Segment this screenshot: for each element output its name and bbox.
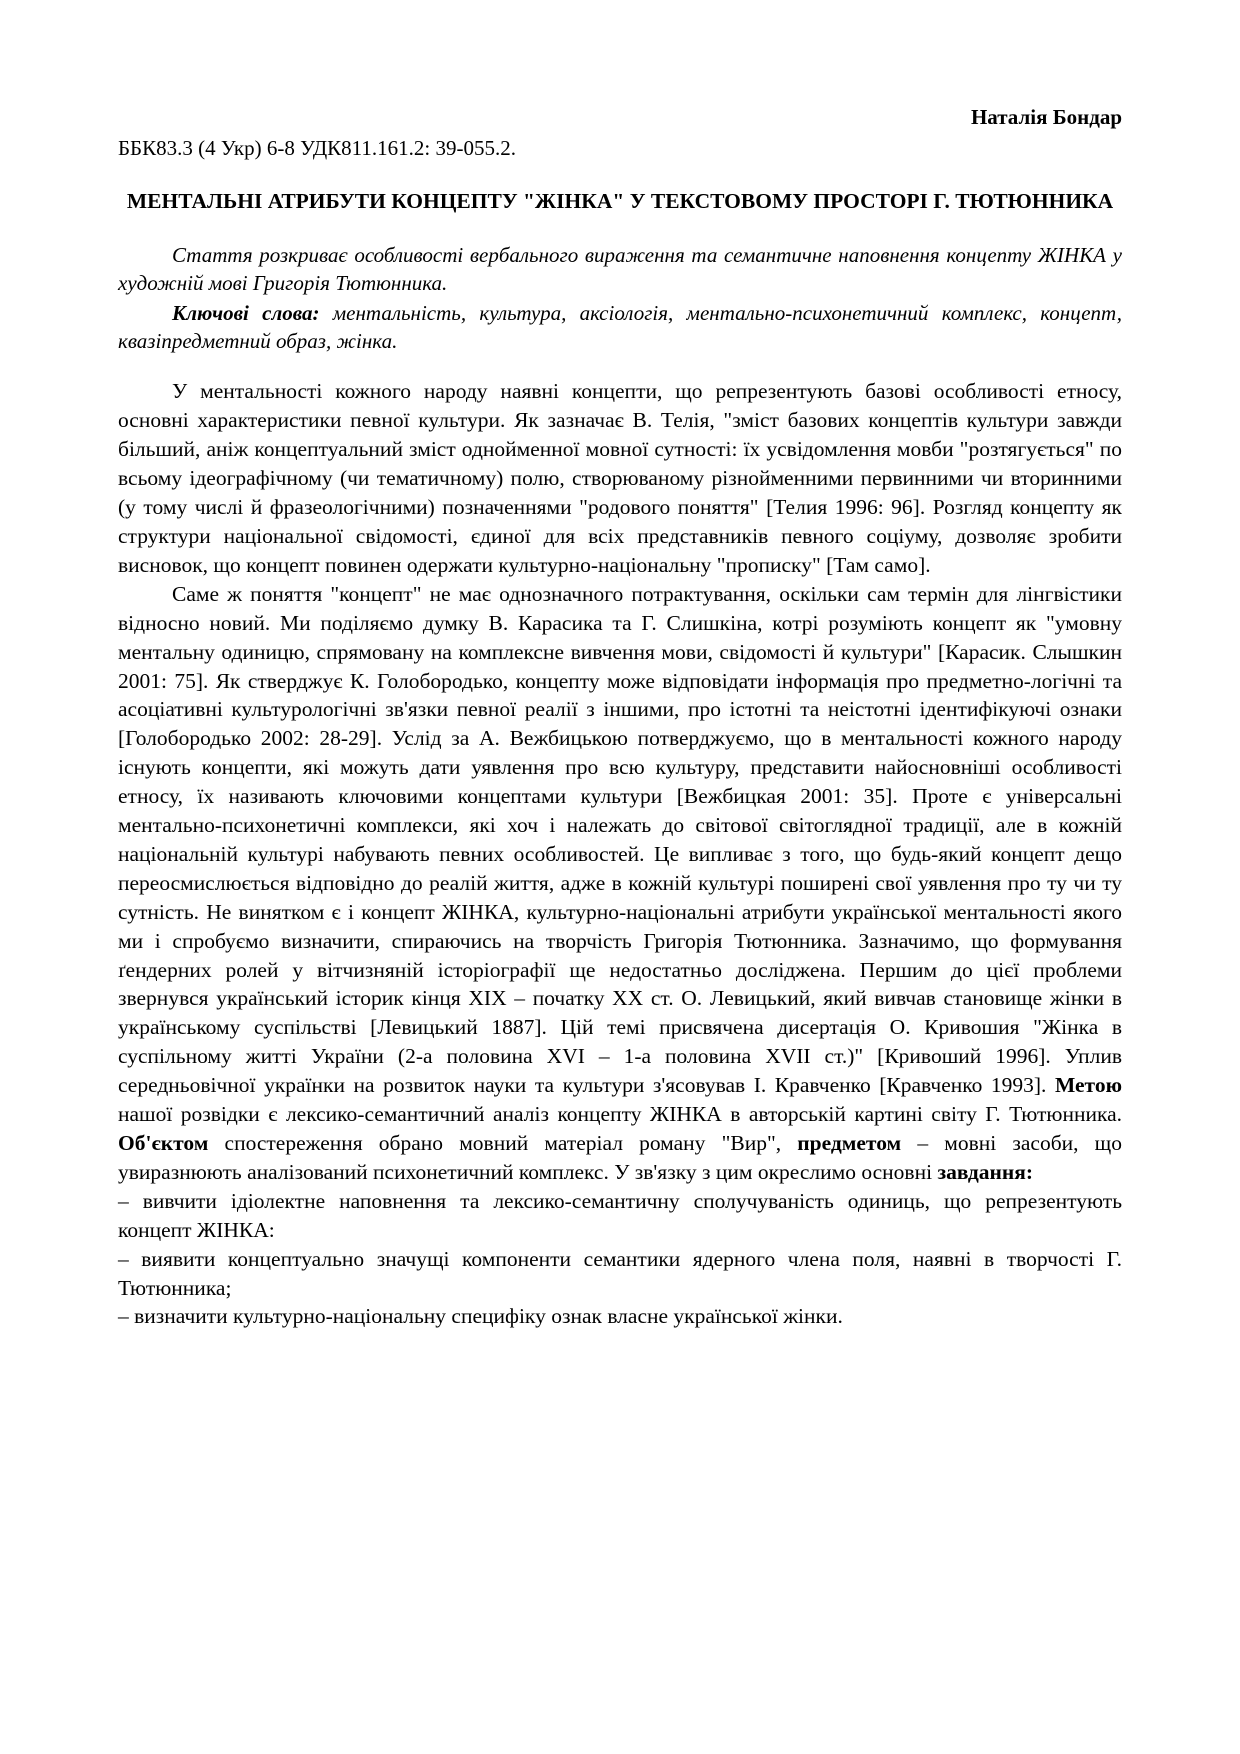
abstract-text: Стаття розкриває особливості вербального вираження та семантичне наповнення концепту ЖІНКА у художній мові Григорія Тютюнника. bbox=[118, 242, 1122, 295]
paragraph-2-segment-e: – мовні засоби, що увиразнюють аналізований психонетичний комплекс. У зв'язку з цим окреслимо основні bbox=[118, 1131, 1122, 1184]
paragraph-2-segment-d: спостереження обрано мовний матеріал роману "Вир", bbox=[208, 1131, 798, 1155]
paragraph-2-bold-zavdannya: завдання: bbox=[937, 1159, 1034, 1184]
body-paragraph-1: У ментальності кожного народу наявні концепти, що репрезентують базові особливості етносу, основні характеристики певної культури. Як зазначає В. Телія, "зміст базових концептів культури завжди більший, аніж концептуальний зміст однойменної мовної сутності: їх усвідомлення мовби "розтягується" по всьому ідеографічному (чи тематичному) полю, створюваному різнойменними первинними чи вторинними (у тому числі й фразеологічними) позначеннями "родового поняття" [Телия 1996: 96]. Розгляд концепту як структури національної свідомості, єдиної для всіх представників певного соціуму, дозволяє зробити висновок, що концепт повинен одержати культурно-національну "прописку" [Там само]. bbox=[118, 379, 1122, 577]
author-name: Наталія Бондар bbox=[970, 105, 1122, 129]
paragraph-2-segment-a: Саме ж поняття "концепт" не має однозначного потрактування, оскільки сам термін для лінгвістики відносно новий. Ми поділяємо думку В. Карасика та Г. Слишкіна, котрі розуміють концепт як "умовну ментальну одиницю, спрямовану на комплексне вивчення мови, свідомості й культури" [Карасик. Слышкин 2001: 75]. Як стверджує К. Голобородько, концепту може відповідати інформація про предметно-логічні та асоціативні культурологічні зв'язки певної реалії з іншими, про істотні та неістотні ідентифікуючі ознаки [Голобородько 2002: 28-29]. Услід за А. Вежбицькою потверджуємо, що в ментальності кожного народу існують концепти, які можуть дати уявлення про всю культуру, представити найосновніші особливості етносу, їх називають ключовими концептами культури [Вежбицкая 2001: 35]. Проте є універсальні ментально-психонетичні комплекси, які хоч і належать до світової світоглядної традиції, але в кожній національній культурі набувають певних особливостей. Це випливає з того, що будь-який концепт дещо переосмислюється відповідно до реалій життя, адже в кожній культурі поширені свої уявлення про ту чи ту сутність. Не винятком є і концепт ЖІНКА, культурно-національні атрибути української ментальності якого ми і спробуємо визначити, спираючись на творчість Григорія Тютюнника. Зазначимо, що формування ґендерних ролей у вітчизняній історіографії ще недостатньо досліджена. Першим до цієї проблеми звернувся український історик кінця XIX – початку XX ст. О. Левицький, який вивчав становище жінки в українському суспільстві [Левицький 1887]. Цій темі присвячена дисертація О. Кривошия "Жінка в суспільному житті України (2-а половина XVI – 1-а половина XVII ст.)" [Кривоший 1996]. Уплив середньовічної українки на розвиток науки та культури з'ясовував І. Кравченко [Кравченко 1993]. bbox=[118, 581, 1122, 1098]
paragraph-2-bold-predmetom: предметом bbox=[797, 1131, 902, 1155]
keywords-label: Ключові слова: bbox=[172, 300, 320, 325]
classification-codes: ББК83.3 (4 Укр) 6-8 УДК811.161.2: 39-055.2. bbox=[118, 136, 516, 161]
paragraph-2-bold-obyektom: Об'єктом bbox=[118, 1131, 209, 1155]
keywords-line bbox=[118, 300, 1122, 356]
page-title: МЕНТАЛЬНІ АТРИБУТИ КОНЦЕПТУ "ЖІНКА" У ТЕКСТОВОМУ ПРОСТОРІ Г. ТЮТЮННИКА bbox=[126, 189, 1114, 214]
task-item-3: – визначити культурно-національну специфіку ознак власне української жінки. bbox=[118, 1304, 843, 1329]
paragraph-2-segment-c: нашої розвідки є лексико-семантичний аналіз концепту ЖІНКА в авторській картині світу Г. Тютюнника. bbox=[118, 1102, 1122, 1127]
paragraph-2-bold-metoyu: Метою bbox=[1054, 1073, 1122, 1098]
task-item-2: – виявити концептуально значущі компоненти семантики ядерного члена поля, наявні в творчості Г. Тютюнника; bbox=[118, 1246, 1122, 1300]
keywords-text: ментальність, культура, аксіологія, ментально-психонетичний комплекс, концепт, квазіпредметний образ, жінка. bbox=[118, 300, 1122, 353]
body-paragraph-2 bbox=[118, 580, 1122, 1187]
task-item-1: – вивчити ідіолектне наповнення та лексико-семантичну сполучуваність одиниць, що репрезентують концепт ЖІНКА: bbox=[118, 1188, 1122, 1242]
